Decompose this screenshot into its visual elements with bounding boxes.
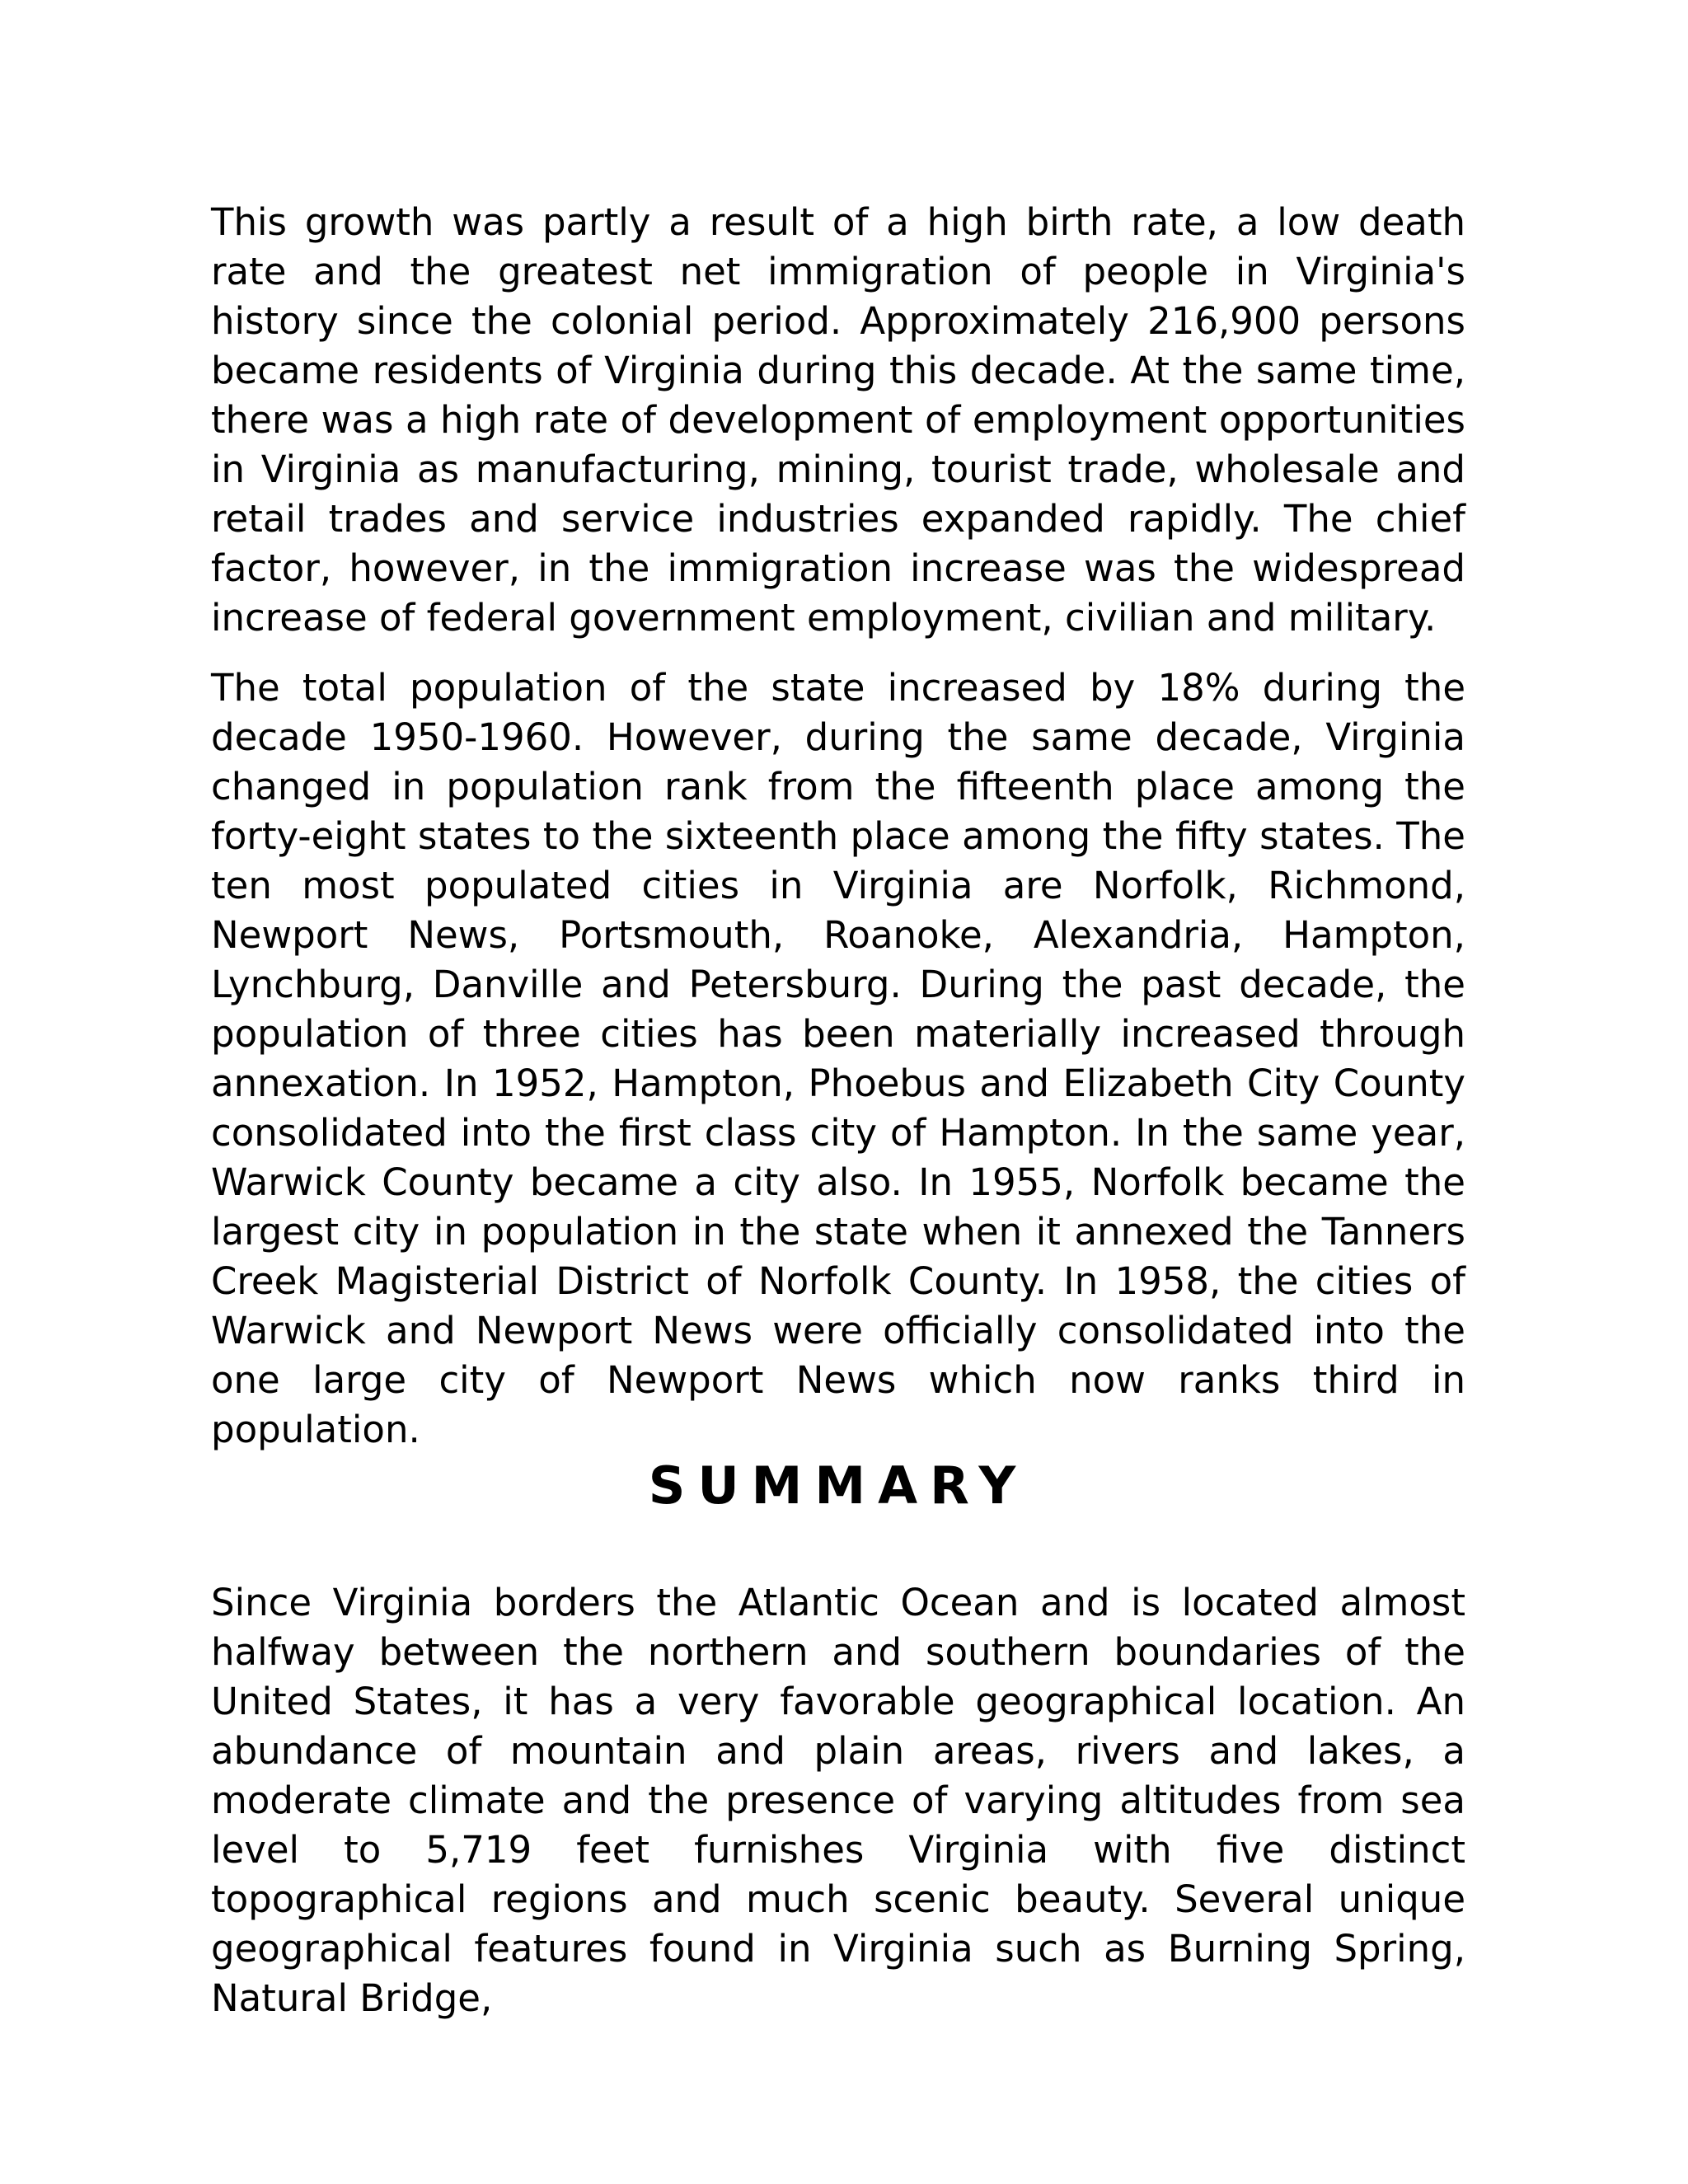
paragraph-population-rank: The total population of the state increased by 18% during the decade 1950-1960. However, during the same decade, Virginia changed in population rank from the fifteenth place among the forty-eight states to the sixteenth place among the fifty states. The ten most populated cities in Virginia are Norfolk, Richmond, Newport News, Portsmouth, Roanoke, Alexandria, Hampton, Lynchburg, Danville and Petersburg. During the past decade, the population of three cities has been materially increased through annexation. In 1952, Hampton, Phoebus and Elizabeth City County consolidated into the first class city of Hampton. In the same year, Warwick County became a city also. In 1955, Norfolk became the largest city in population in the state when it annexed the Tanners Creek Magisterial District of Norfolk County. In 1958, the cities of Warwick and Newport News were officially consolidated into the one large city of Newport News which now ranks third in population. (211, 666, 1465, 1451)
paragraph-population-growth: This growth was partly a result of a high birth rate, a low death rate and the greatest net immigration of people in Virginia's history since the colonial period. Approximately 216,900 persons became residents of Virginia during this decade. At the same time, there was a high rate of development of employment opportunities in Virginia as manufacturing, mining, tourist trade, wholesale and retail trades and service industries expanded rapidly. The chief factor, however, in the immigration increase was the widespread increase of federal government employment, civilian and military. (211, 200, 1465, 640)
summary-heading: SUMMARY (648, 1455, 1029, 1516)
paragraph-summary: Since Virginia borders the Atlantic Ocean and is located almost halfway between the northern and southern boundaries of the United States, it has a very favorable geographical location. An abundance of mountain and plain areas, rivers and lakes, a moderate climate and the presence of varying altitudes from sea level to 5,719 feet furnishes Virginia with five distinct topographical regions and much scenic beauty. Several unique geographical features found in Virginia such as Burning Spring, Natural Bridge, (211, 1581, 1465, 2020)
